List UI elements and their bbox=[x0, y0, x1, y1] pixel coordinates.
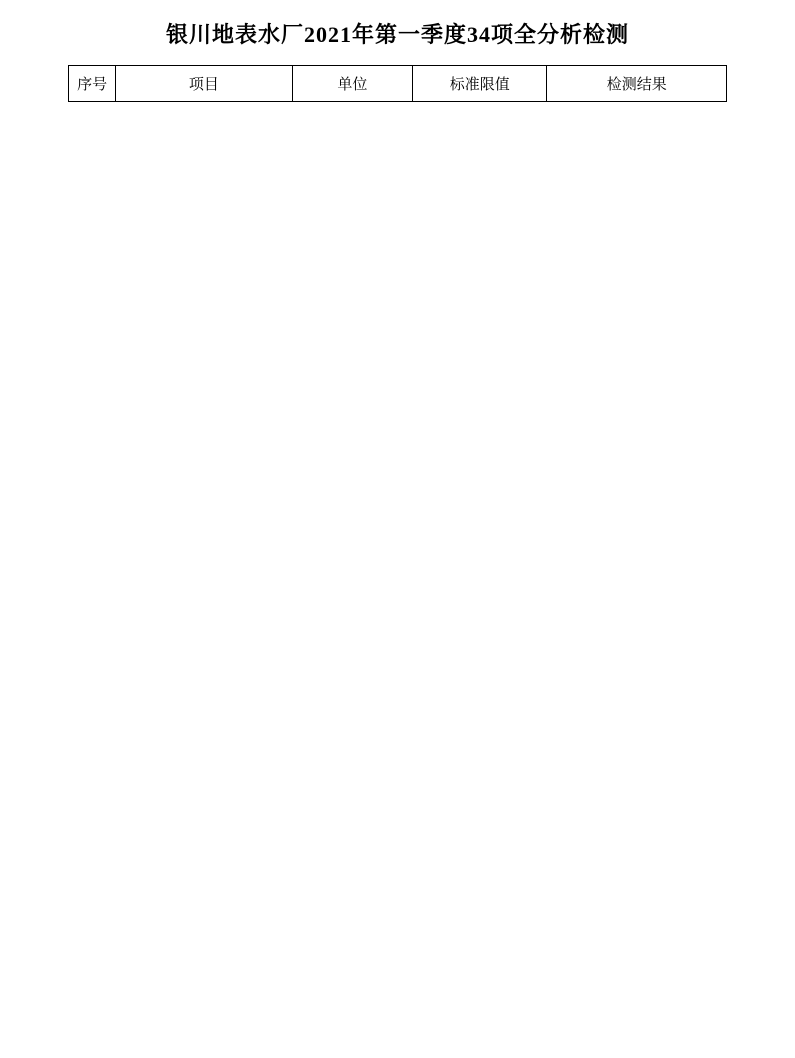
header-row bbox=[69, 66, 727, 102]
column-header-item: 项目 bbox=[116, 66, 293, 102]
page-title: 银川地表水厂2021年第一季度34项全分析检测 bbox=[165, 22, 629, 47]
column-header-result: 检测结果 bbox=[547, 66, 727, 102]
table-header bbox=[69, 66, 727, 102]
column-header-unit: 单位 bbox=[292, 66, 412, 102]
analysis-table bbox=[68, 65, 727, 102]
column-header-no: 序号 bbox=[69, 66, 116, 102]
column-header-limit: 标准限值 bbox=[413, 66, 547, 102]
